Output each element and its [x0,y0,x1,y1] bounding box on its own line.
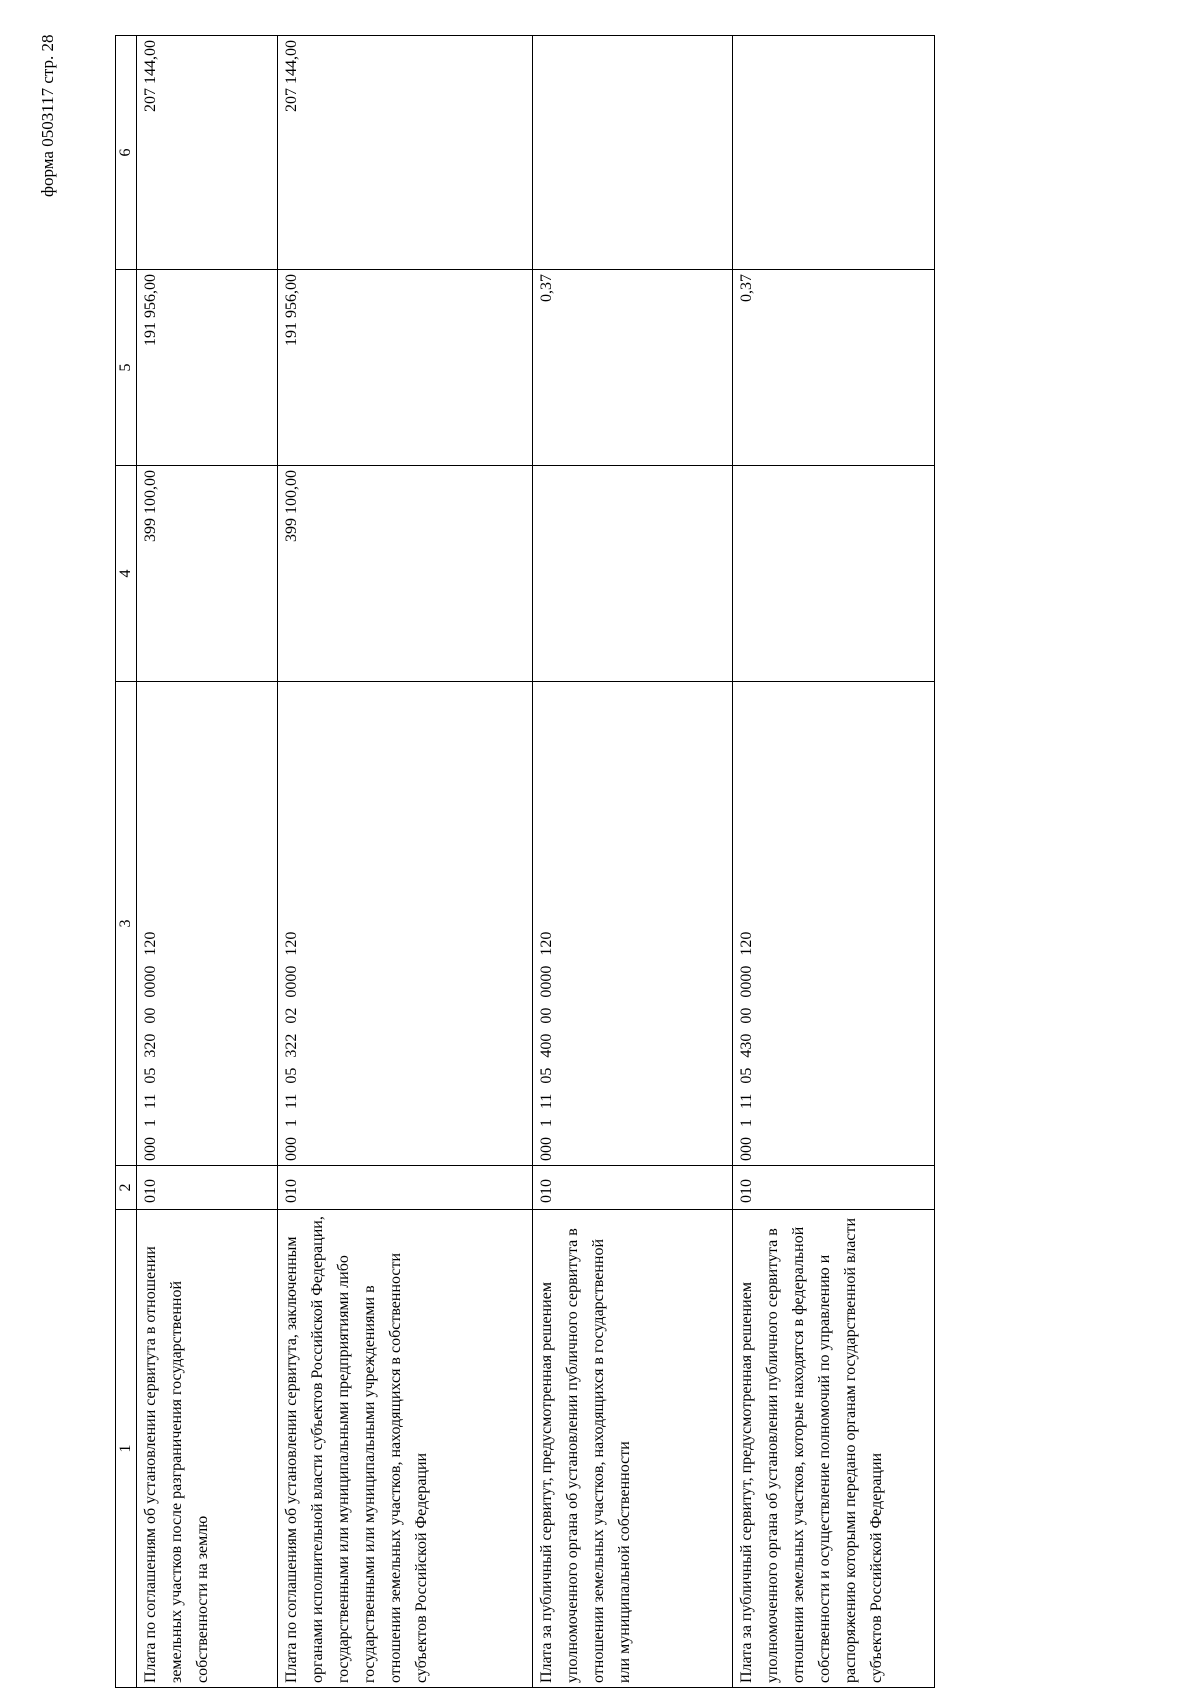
line-code: 010 [137,1166,278,1210]
table-row [278,36,533,1688]
approved-value [733,466,935,682]
column-number: 2 [116,1166,137,1210]
line-code: 010 [533,1166,733,1210]
approved-value: 399 100,00 [278,466,533,682]
column-number: 5 [116,270,137,466]
row-name: Плата за публичный сервитут, предусмотренная решением уполномоченного органа об установлении публичного сервитута в отношении земельных участков, которые находятся в федеральной собственности и осуществление полномочий по управлению и распоряжению которыми передано органам государственной власти субъектов Российской Федерации [733,1210,935,1688]
executed-value: 0,37 [533,270,733,466]
table-row [137,36,278,1688]
executed-value: 191 956,00 [137,270,278,466]
row-name: Плата за публичный сервитут, предусмотренная решением уполномоченного органа об установлении публичного сервитута в отношении земельных участков, находящихся в государственной или муниципальной собственности [533,1210,733,1688]
column-number-row [116,36,137,1688]
unexecuted-value: 207 144,00 [137,36,278,270]
income-code: 000 1 11 05 400 00 0000 120 [533,682,733,1166]
column-number: 1 [116,1210,137,1688]
income-code: 000 1 11 05 430 00 0000 120 [733,682,935,1166]
executed-value: 191 956,00 [278,270,533,466]
column-number: 6 [116,36,137,270]
row-name: Плата по соглашениям об установлении сервитута в отношении земельных участков после разграничения государственной собственности на землю [137,1210,278,1688]
line-code: 010 [733,1166,935,1210]
income-code: 000 1 11 05 320 00 0000 120 [137,682,278,1166]
approved-value [533,466,733,682]
approved-value: 399 100,00 [137,466,278,682]
income-code: 000 1 11 05 322 02 0000 120 [278,682,533,1166]
column-number: 4 [116,466,137,682]
report-table [115,35,935,1688]
executed-value: 0,37 [733,270,935,466]
column-number: 3 [116,682,137,1166]
form-label: форма 0503117 стр. 28 [38,34,57,197]
table-row [733,36,935,1688]
unexecuted-value [733,36,935,270]
unexecuted-value: 207 144,00 [278,36,533,270]
table-row [533,36,733,1688]
line-code: 010 [278,1166,533,1210]
row-name: Плата по соглашениям об установлении сервитута, заключенным органами исполнительной власти субъектов Российской Федерации, государственными или муниципальными предприятиями либо государственными или муниципальными учреждениями в отношении земельных участков, находящихся в собственности субъектов Российской Федерации [278,1210,533,1688]
unexecuted-value [533,36,733,270]
